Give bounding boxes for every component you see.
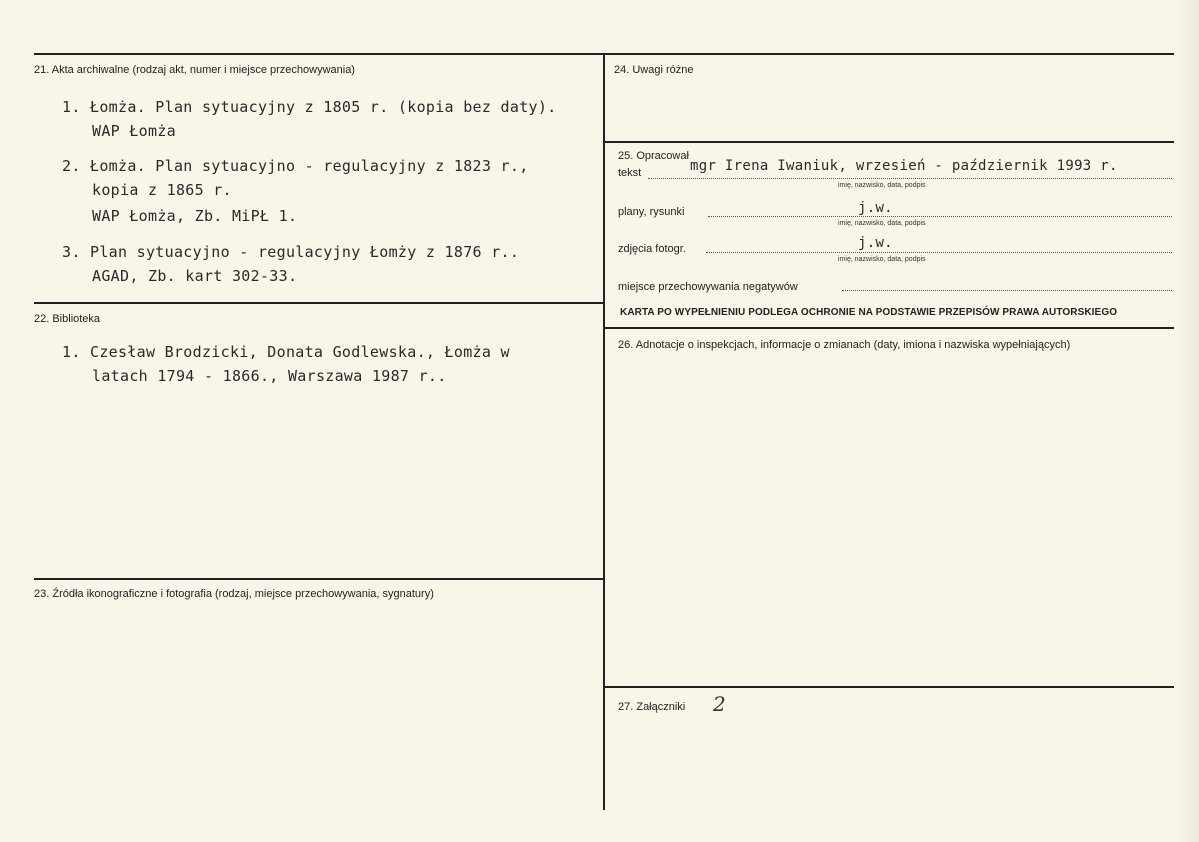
divider-24-25 [604, 141, 1174, 143]
plany-value: j.w. [858, 200, 893, 216]
plany-dotted-line [708, 216, 1172, 217]
section-21-label: 21. Akta archiwalne (rodzaj akt, numer i miejsce przechowywania) [34, 64, 355, 76]
zdjecia-label: zdjęcia fotogr. [618, 243, 686, 255]
attachments-count: 2 [713, 692, 726, 716]
divider-25-26 [604, 327, 1174, 329]
card-edge-shadow [1177, 0, 1199, 842]
s21-line-7: AGAD, Zb. kart 302-33. [92, 267, 298, 285]
section-23-label: 23. Źródła ikonograficzne i fotografia (rodzaj, miejsce przechowywania, sygnatury) [34, 588, 434, 600]
s21-line-3: 2. Łomża. Plan sytuacyjno - regulacyjny z 1823 r., [62, 157, 529, 175]
zdjecia-value: j.w. [858, 235, 893, 251]
s21-line-1: 1. Łomża. Plan sytuacyjny z 1805 r. (kopia bez daty). [62, 98, 557, 116]
column-divider [603, 53, 605, 810]
s21-line-4: kopia z 1865 r. [92, 181, 232, 199]
zdjecia-caption: imię, nazwisko, data, podpis [838, 256, 926, 263]
plany-label: plany, rysunki [618, 206, 685, 218]
copyright-notice: KARTA PO WYPEŁNIENIU PODLEGA OCHRONIE NA PODSTAWIE PRZEPISÓW PRAWA AUTORSKIEGO [620, 307, 1118, 318]
divider-21-22 [34, 302, 604, 304]
tekst-label: tekst [618, 167, 642, 179]
negatywy-label: miejsce przechowywania negatywów [618, 281, 798, 293]
section-26-label: 26. Adnotacje o inspekcjach, informacje o zmianach (daty, imiona i nazwiska wypełniających) [618, 339, 1071, 351]
section-25-label: 25. Opracował [618, 150, 689, 162]
tekst-value: mgr Irena Iwaniuk, wrzesień - październik 1993 r. [690, 158, 1118, 174]
s21-line-5: WAP Łomża, Zb. MiPŁ 1. [92, 207, 298, 225]
section-27-label: 27. Załączniki [618, 701, 686, 713]
tekst-caption: imię, nazwisko, data, podpis [838, 182, 926, 189]
divider-26-27 [604, 686, 1174, 688]
negatywy-dotted-line [842, 290, 1172, 291]
plany-caption: imię, nazwisko, data, podpis [838, 220, 926, 227]
section-24-label: 24. Uwagi różne [614, 64, 694, 76]
s22-line-1: 1. Czesław Brodzicki, Donata Godlewska., Łomża w [62, 343, 510, 361]
zdjecia-dotted-line [706, 252, 1172, 253]
tekst-dotted-line [648, 178, 1172, 179]
section-22-label: 22. Biblioteka [34, 313, 101, 325]
divider-22-23 [34, 578, 604, 580]
s22-line-2: latach 1794 - 1866., Warszawa 1987 r.. [92, 367, 447, 385]
s21-line-6: 3. Plan sytuacyjno - regulacyjny Łomży z 1876 r.. [62, 243, 520, 261]
s21-line-2: WAP Łomża [92, 122, 176, 140]
